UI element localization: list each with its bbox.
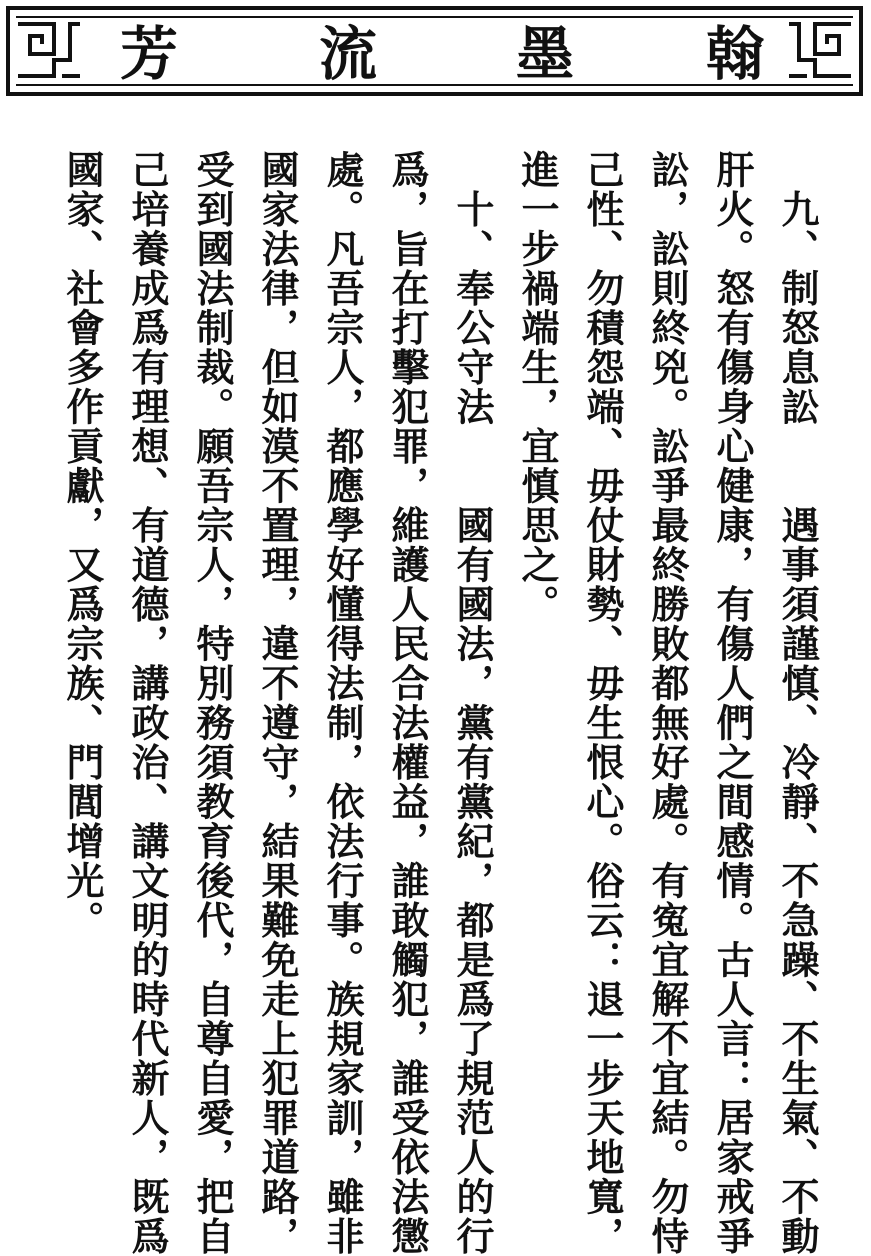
fret-ornament-left-icon — [14, 14, 84, 86]
banner-title-char-3: 墨 — [515, 20, 574, 88]
text-column-11: 己培養成爲有理想、有道德，講政治、講文明的時代新人，既爲 — [125, 150, 170, 1256]
text-column-10: 受到國法制裁。願吾宗人，特別務須教育後代，自尊自愛，把自 — [190, 150, 235, 1256]
text-column-5: 進一步禍端生，宜慎思之。 — [515, 150, 560, 624]
banner-title-char-4: 翰 — [705, 20, 764, 88]
fret-ornament-right-icon — [785, 14, 855, 86]
text-column-3: 訟，訟則終兇。訟爭最終勝敗都無好處。有寃宜解不宜結。勿恃 — [645, 150, 690, 1256]
banner-title-char-2: 流 — [318, 20, 377, 88]
text-column-8: 處。凡吾宗人，都應學好懂得法制，依法行事。族規家訓，雖非 — [320, 150, 365, 1256]
text-column-7: 爲，旨在打擊犯罪，維護人民合法權益，誰敢觸犯，誰受依法懲 — [385, 150, 430, 1256]
text-column-4: 己性、勿積怨端、毋仗財勢、毋生恨心。俗云：退一步天地寬， — [580, 150, 625, 1256]
text-column-2: 肝火。怒有傷身心健康，有傷人們之間感情。古人言：居家戒爭 — [710, 150, 755, 1256]
text-column-1: 九、制怒息訟 遇事須謹慎、冷靜、不急躁、不生氣、不動 — [775, 150, 820, 1256]
text-column-12: 國家、社會多作貢獻，又爲宗族、門閭增光。 — [60, 150, 105, 940]
banner-title-char-1: 芳 — [119, 20, 178, 88]
text-column-6: 十、奉公守法 國有國法，黨有黨紀，都是爲了規范人的行 — [450, 150, 495, 1256]
header-banner — [6, 6, 863, 96]
text-column-9: 國家法律，但如漠不置理，違不遵守，結果難免走上犯罪道路， — [255, 150, 300, 1256]
vertical-text-body — [60, 150, 830, 1256]
